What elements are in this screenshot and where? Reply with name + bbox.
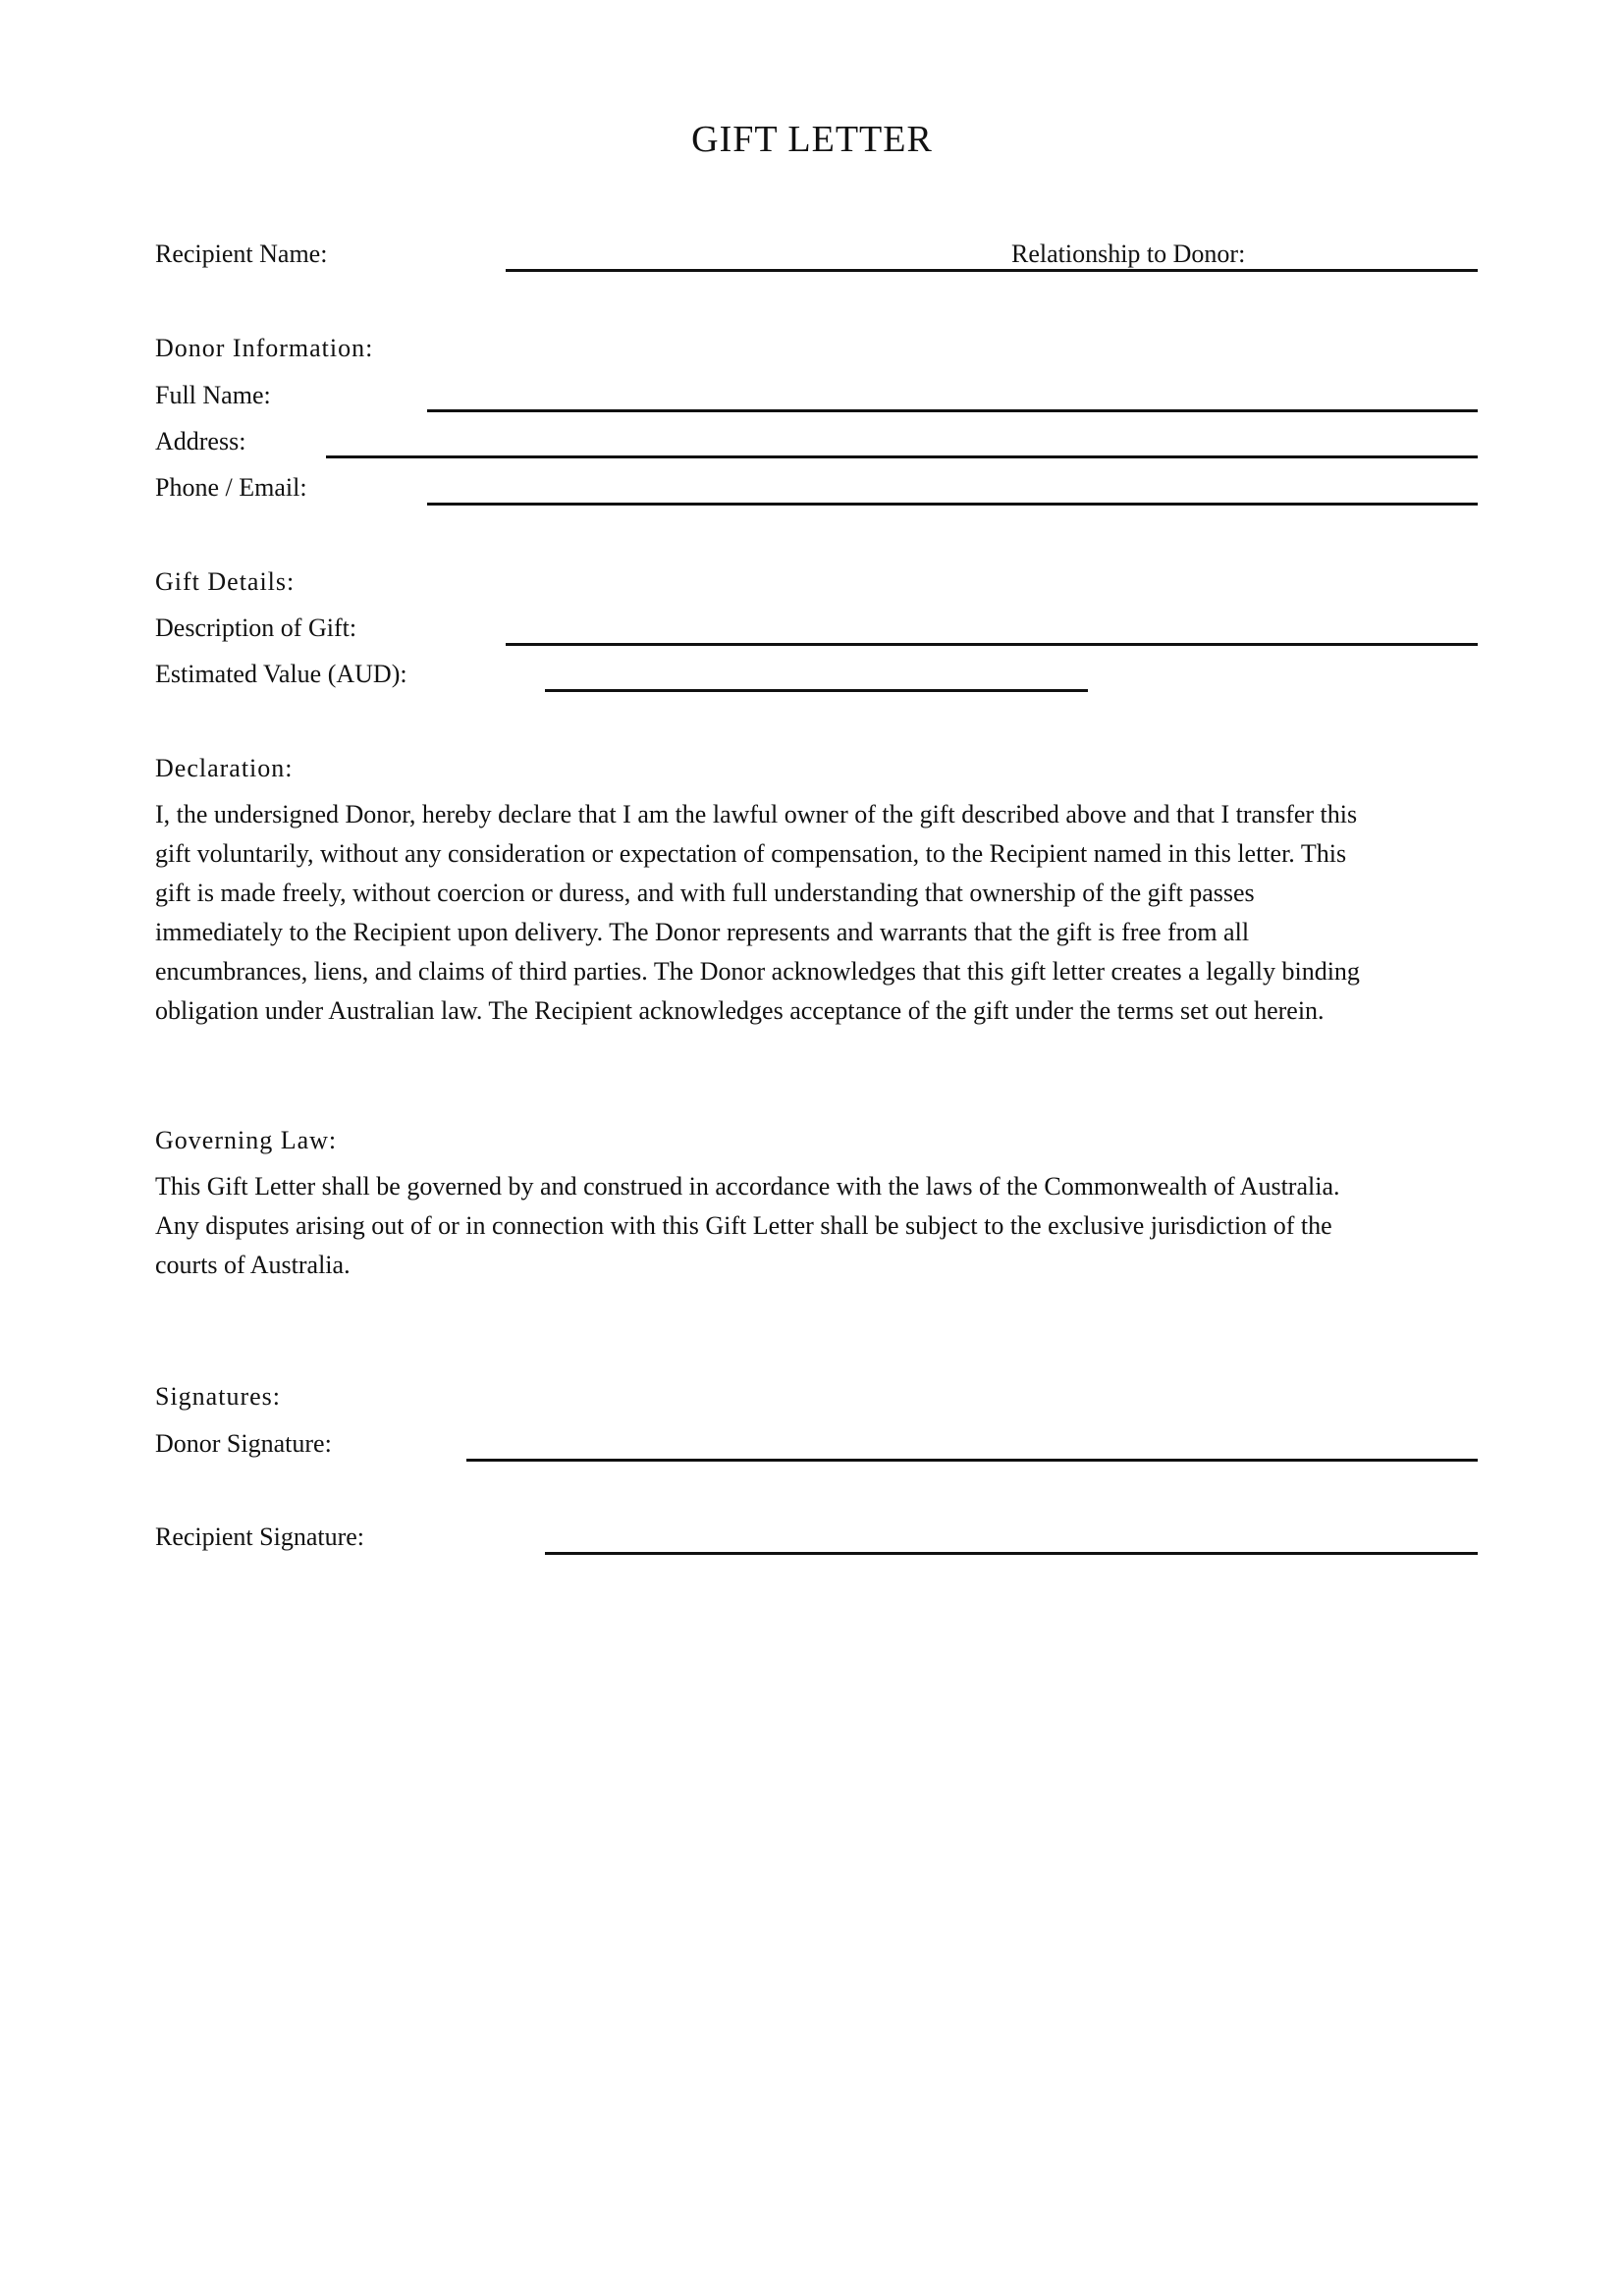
governing-law-text [155,1167,1490,1285]
declaration-line: gift voluntarily, without any consideration or expectation of compensation, to the Recipient named in this letter. This [155,839,1347,868]
donor-information-heading: Donor Information: [155,334,374,362]
full-name-field[interactable] [427,409,1478,412]
declaration-line: encumbrances, liens, and claims of third parties. The Donor acknowledges that this gift letter creates a legally binding [155,957,1360,986]
recipient-signature-field[interactable] [545,1552,1478,1555]
signatures-heading: Signatures: [155,1382,281,1411]
relationship-to-donor-label: Relationship to Donor: [1011,240,1246,268]
declaration-line: I, the undersigned Donor, hereby declare that I am the lawful owner of the gift described above and that I transfer this [155,800,1358,828]
governing-law-line: courts of Australia. [155,1251,351,1279]
estimated-value-label: Estimated Value (AUD): [155,660,407,688]
document-title: GIFT LETTER [691,119,933,160]
estimated-value-field[interactable] [545,689,1088,692]
full-name-label: Full Name: [155,381,271,409]
declaration-line: immediately to the Recipient upon delivery. The Donor represents and warrants that the gift is free from all [155,918,1250,946]
recipient-name-label: Recipient Name: [155,240,328,268]
declaration-heading: Declaration: [155,754,294,782]
governing-law-heading: Governing Law: [155,1126,338,1154]
recipient-signature-label: Recipient Signature: [155,1522,365,1551]
phone-email-field[interactable] [427,503,1478,506]
governing-law-line: This Gift Letter shall be governed by and construed in accordance with the laws of the Commonwealth of Australia. [155,1172,1340,1201]
donor-signature-label: Donor Signature: [155,1429,332,1458]
donor-signature-field[interactable] [466,1459,1478,1462]
recipient-name-field[interactable] [506,269,1478,272]
gift-details-heading: Gift Details: [155,567,296,596]
declaration-line: gift is made freely, without coercion or duress, and with full understanding that ownership of the gift passes [155,879,1255,907]
address-label: Address: [155,427,246,455]
description-of-gift-field[interactable] [506,643,1478,646]
governing-law-line: Any disputes arising out of or in connection with this Gift Letter shall be subject to the exclusive jurisdiction of the [155,1211,1332,1240]
address-field[interactable] [326,455,1478,458]
declaration-text [155,795,1490,1031]
phone-email-label: Phone / Email: [155,473,307,502]
description-of-gift-label: Description of Gift: [155,614,357,642]
declaration-line: obligation under Australian law. The Recipient acknowledges acceptance of the gift under the terms set out herein. [155,996,1325,1025]
